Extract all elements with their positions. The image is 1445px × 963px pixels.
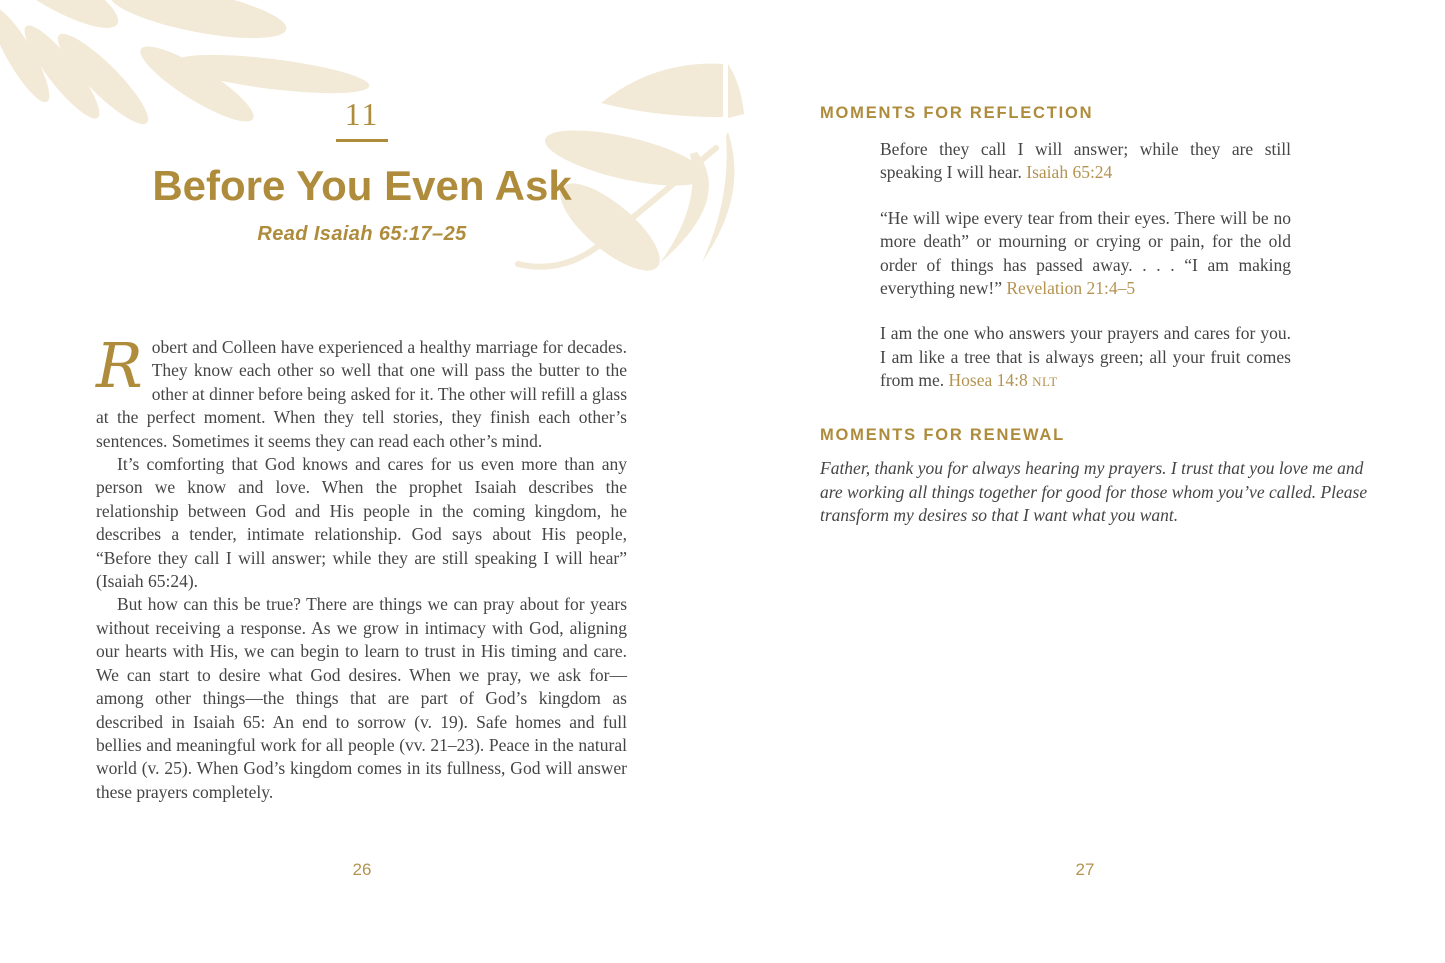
dropcap-letter: R: [96, 329, 143, 402]
page-number-left: 26: [352, 860, 372, 879]
body-paragraph-2: It’s comforting that God knows and cares for us even more than any person we know and love. When the prophet Isaiah describes the relationship between God and His people in the coming kingdom, he describes a tender, intimate relationship. God says about His people, “Before they call I will answer; while they are still speaking I will hear” (Isaiah 65:24).: [96, 454, 627, 592]
paragraph-text: obert and Colleen have experienced a healthy marriage for decades. They know each other so well that one will pass the butter to the other at dinner before being asked for it. The other will refill a glass at the perfect moment. When they tell stories, they finish each other’s sentences. Sometimes it seems they can read each other’s mind.: [96, 337, 627, 451]
chapter-number: 11: [344, 96, 380, 132]
scripture-quote-2: [880, 207, 1291, 302]
quote-text: Before they call I will answer; while they are still speaking I will hear.: [880, 139, 1291, 183]
scripture-reference: Revelation 21:4–5: [1006, 278, 1136, 299]
reading-reference: Read Isaiah 65:17–25: [257, 222, 467, 245]
quote-text: I am the one who answers your prayers and cares for you. I am like a tree that is always green; all your fruit comes from me.: [880, 323, 1291, 391]
renewal-prayer: Father, thank you for always hearing my prayers. I trust that you love me and are working all things together for good for those whom you’ve called. Please transform my desires so that I want what you want.: [820, 458, 1368, 525]
chapter-body: [96, 329, 627, 804]
reflection-heading: MOMENTS FOR REFLECTION: [820, 104, 1094, 122]
chapter-header: [96, 98, 628, 246]
page-number-right: 27: [1075, 860, 1095, 879]
body-paragraph-3: But how can this be true? There are things we can pray about for years without receiving a response. As we grow in intimacy with God, aligning our hearts with His, we can begin to learn to trust in His timing and care. We can start to desire what God desires. When we pray, we ask for—among other things—the things that are part of God’s kingdom as described in Isaiah 65: An end to sorrow (v. 19). Safe homes and full bellies and meaningful work for all people (vv. 21–23). Peace in the natural world (v. 25). When God’s kingdom comes in its fullness, God will answer these prayers completely.: [96, 594, 627, 802]
chapter-number-underline: [336, 139, 388, 142]
translation-label: NLT: [1032, 374, 1058, 390]
scripture-reference: Isaiah 65:24: [1026, 162, 1113, 183]
scripture-reference: Hosea 14:8: [948, 370, 1028, 391]
chapter-title: Before You Even Ask: [152, 161, 572, 209]
scripture-quote-3: [880, 322, 1291, 393]
reflection-quotes: [880, 138, 1291, 394]
quote-text: “He will wipe every tear from their eyes. There will be no more death” or mourning or crying or pain, for the old order of things has passed away. . . . “I am making everything new!”: [880, 207, 1291, 299]
scripture-quote-1: [880, 138, 1291, 186]
renewal-heading: MOMENTS FOR RENEWAL: [820, 426, 1066, 444]
body-paragraph-1: [96, 329, 627, 453]
